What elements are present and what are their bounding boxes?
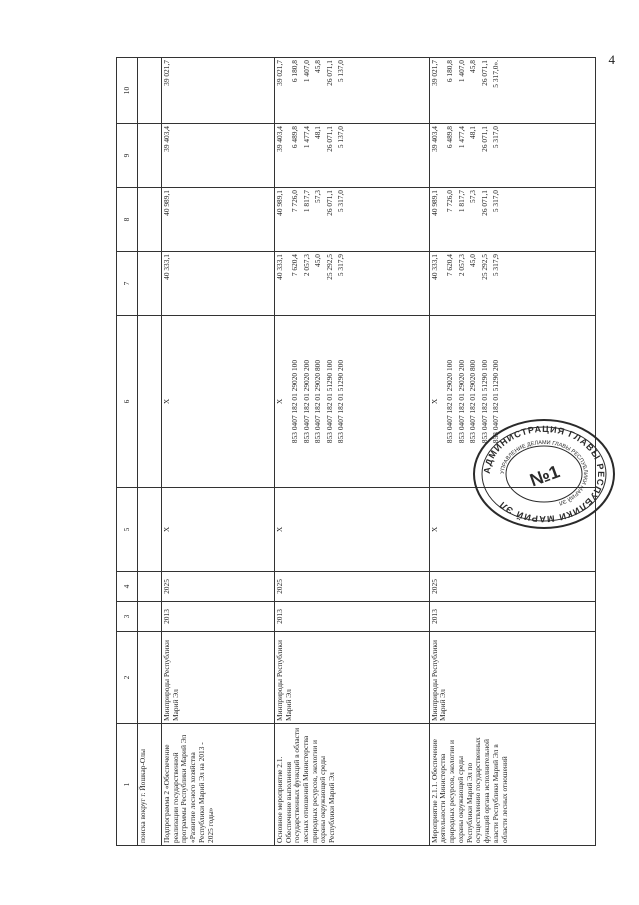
cell-line: 26 071,1 bbox=[479, 190, 489, 216]
table-cell: X bbox=[161, 488, 274, 572]
col-header: 9 bbox=[117, 124, 138, 188]
table-cell bbox=[138, 58, 162, 124]
cell-line: 57,3 bbox=[468, 190, 478, 203]
cell-line: 853 0407 182 01 29020 200 bbox=[456, 359, 466, 444]
cell-line: 2 057,3 bbox=[301, 254, 311, 277]
table-cell bbox=[429, 124, 595, 188]
col-header: 3 bbox=[117, 602, 138, 632]
table-cell bbox=[274, 188, 429, 252]
table-cell: 2025 bbox=[161, 572, 274, 602]
table-cell: 2025 bbox=[274, 572, 429, 602]
cell-line: 853 0407 182 01 51290 200 bbox=[336, 359, 346, 444]
cell-line: 853 0407 182 01 51290 100 bbox=[479, 359, 489, 444]
cell-line: 5 137,0 bbox=[336, 126, 346, 149]
official-seal bbox=[470, 418, 618, 530]
cell-line: 26 071,1 bbox=[479, 126, 489, 152]
header-row bbox=[117, 58, 138, 846]
table-cell bbox=[161, 124, 274, 188]
cell-line: 853 0407 182 01 29020 800 bbox=[313, 359, 323, 444]
seal-inner-text: УПРАВЛЕНИЕ ДЕЛАМИ ГЛАВЫ РЕСПУБЛИКИ МАРИЙ ЭЛ bbox=[499, 439, 589, 506]
table-cell bbox=[138, 188, 162, 252]
table-cell bbox=[274, 316, 429, 488]
cell-line: 45,0 bbox=[468, 254, 478, 267]
cell-line: 39 021,7 bbox=[274, 60, 284, 86]
cell-line: 5 317,9 bbox=[491, 254, 501, 277]
cell-line: 40 333,1 bbox=[274, 254, 284, 280]
cell-line: 39 403,4 bbox=[274, 126, 284, 152]
cell-line: 853 0407 182 01 51290 200 bbox=[491, 359, 501, 444]
cell-line: 25 292,5 bbox=[324, 254, 334, 280]
cell-line: 39 403,4 bbox=[161, 126, 171, 152]
table-cell: 2013 bbox=[274, 602, 429, 632]
cell-line: 5 317,0». bbox=[491, 60, 501, 88]
cell-line: 5 137,0 bbox=[336, 60, 346, 83]
col-header: 6 bbox=[117, 316, 138, 488]
cell-line: 5 317,0 bbox=[336, 190, 346, 213]
table-cell: Основное мероприятие 2.1. Обеспечение выполнения государственных функций в области лесных отношений Министерства природных ресурсов, экологии и охраны окружающей среды Республики Марий Эл bbox=[274, 724, 429, 846]
table-cell bbox=[161, 188, 274, 252]
cell-line: 5 317,0 bbox=[491, 126, 501, 149]
cell-line: 6 489,8 bbox=[290, 126, 300, 149]
cell-line: 39 021,7 bbox=[161, 60, 171, 86]
table-row bbox=[161, 58, 274, 846]
table-cell: поиска вокруг г. Йошкар-Олы bbox=[138, 724, 162, 846]
cell-line: 40 989,1 bbox=[429, 190, 439, 216]
table-cell bbox=[138, 602, 162, 632]
table-cell bbox=[138, 488, 162, 572]
table-cell bbox=[161, 316, 274, 488]
cell-line: 853 0407 182 01 29020 800 bbox=[468, 359, 478, 444]
cell-line: 45,0 bbox=[313, 254, 323, 267]
cell-line: 48,1 bbox=[313, 126, 323, 139]
table-cell bbox=[274, 252, 429, 316]
col-header: 10 bbox=[117, 58, 138, 124]
cell-line: 1 817,7 bbox=[456, 190, 466, 213]
table-cell: Минприроды Республики Марий Эл bbox=[161, 632, 274, 724]
table-cell: Минприроды Республики Марий Эл bbox=[429, 632, 595, 724]
cell-line: 25 292,5 bbox=[479, 254, 489, 280]
cell-line: 26 071,1 bbox=[324, 126, 334, 152]
cell-line: 39 021,7 bbox=[429, 60, 439, 86]
cell-line: 7 726,0 bbox=[445, 190, 455, 213]
page-number: 4 bbox=[608, 52, 615, 67]
table-cell bbox=[429, 58, 595, 124]
cell-line: 6 489,8 bbox=[445, 126, 455, 149]
table-cell bbox=[138, 124, 162, 188]
table-cell: 2013 bbox=[429, 602, 595, 632]
table-row bbox=[274, 58, 429, 846]
seal-number: №1 bbox=[527, 461, 563, 491]
cell-line: 26 071,1 bbox=[324, 60, 334, 86]
cell-line: 39 403,4 bbox=[429, 126, 439, 152]
table-cell: Мероприятие 2.1.1. Обеспечение деятельности Министерства природных ресурсов, экологии и охраны окружающей среды Республики Марий Эл по осуществлению государственных функций органа исполнительной власти Республики Марий Эл в области лесных отношений bbox=[429, 724, 595, 846]
cell-line: 5 317,9 bbox=[336, 254, 346, 277]
table-cell bbox=[274, 124, 429, 188]
table-cell bbox=[161, 58, 274, 124]
seal-outer-text: АДМИНИСТРАЦИЯ ГЛАВЫ РЕСПУБЛИКИ МАРИЙ ЭЛ bbox=[481, 423, 607, 525]
table-cell bbox=[138, 252, 162, 316]
cell-line: 853 0407 182 01 51290 100 bbox=[324, 359, 334, 444]
cell-line: 853 0407 182 01 29020 100 bbox=[445, 359, 455, 444]
cell-line: 2 057,3 bbox=[456, 254, 466, 277]
cell-line: 7 726,0 bbox=[290, 190, 300, 213]
table-cell: X bbox=[429, 488, 595, 572]
table-cell: 2013 bbox=[161, 602, 274, 632]
table-cell bbox=[429, 252, 595, 316]
cell-line: 6 180,8 bbox=[445, 60, 455, 83]
table-cell bbox=[138, 316, 162, 488]
cell-line: 26 071,1 bbox=[324, 190, 334, 216]
table-cell: 2025 bbox=[429, 572, 595, 602]
cell-line: 7 620,4 bbox=[290, 254, 300, 277]
cell-line: 40 333,1 bbox=[429, 254, 439, 280]
col-header: 7 bbox=[117, 252, 138, 316]
cell-line: X bbox=[429, 398, 439, 405]
col-header: 1 bbox=[117, 724, 138, 846]
cell-line: 45,8 bbox=[313, 60, 323, 73]
cell-line: 6 180,8 bbox=[290, 60, 300, 83]
table-cell: Подпрограмма 2 «Обеспечение реализации государственной программы Республики Марий Эл «Развитие лесного хозяйства Республики Марий Эл на 2013 - 2025 годы» bbox=[161, 724, 274, 846]
cell-line: 7 620,4 bbox=[445, 254, 455, 277]
col-header: 4 bbox=[117, 572, 138, 602]
cell-line: 57,3 bbox=[313, 190, 323, 203]
table-cell bbox=[429, 188, 595, 252]
cell-line: 1 407,0 bbox=[456, 60, 466, 83]
cell-line: 853 0407 182 01 29020 100 bbox=[290, 359, 300, 444]
cell-line: 5 317,0 bbox=[491, 190, 501, 213]
table-cell bbox=[138, 572, 162, 602]
cell-line: 40 989,1 bbox=[161, 190, 171, 216]
table-cell bbox=[161, 252, 274, 316]
cell-line: 48,1 bbox=[468, 126, 478, 139]
cell-line: 1 407,0 bbox=[301, 60, 311, 83]
cell-line: 45,8 bbox=[468, 60, 478, 73]
cell-line: X bbox=[274, 398, 284, 405]
col-header: 2 bbox=[117, 632, 138, 724]
cell-line: 40 333,1 bbox=[161, 254, 171, 280]
cell-line: 40 989,1 bbox=[274, 190, 284, 216]
cell-line: 1 817,7 bbox=[301, 190, 311, 213]
cell-line: X bbox=[161, 398, 171, 405]
col-header: 5 bbox=[117, 488, 138, 572]
table-cell: Минприроды Республики Марий Эл bbox=[274, 632, 429, 724]
cell-line: 26 071,1 bbox=[479, 60, 489, 86]
table-cell bbox=[274, 58, 429, 124]
cell-line: 1 477,4 bbox=[456, 126, 466, 149]
table-row bbox=[138, 58, 162, 846]
cell-line: 853 0407 182 01 29020 200 bbox=[301, 359, 311, 444]
cell-line: 1 477,4 bbox=[301, 126, 311, 149]
col-header: 8 bbox=[117, 188, 138, 252]
table-cell: X bbox=[274, 488, 429, 572]
table-cell bbox=[138, 632, 162, 724]
